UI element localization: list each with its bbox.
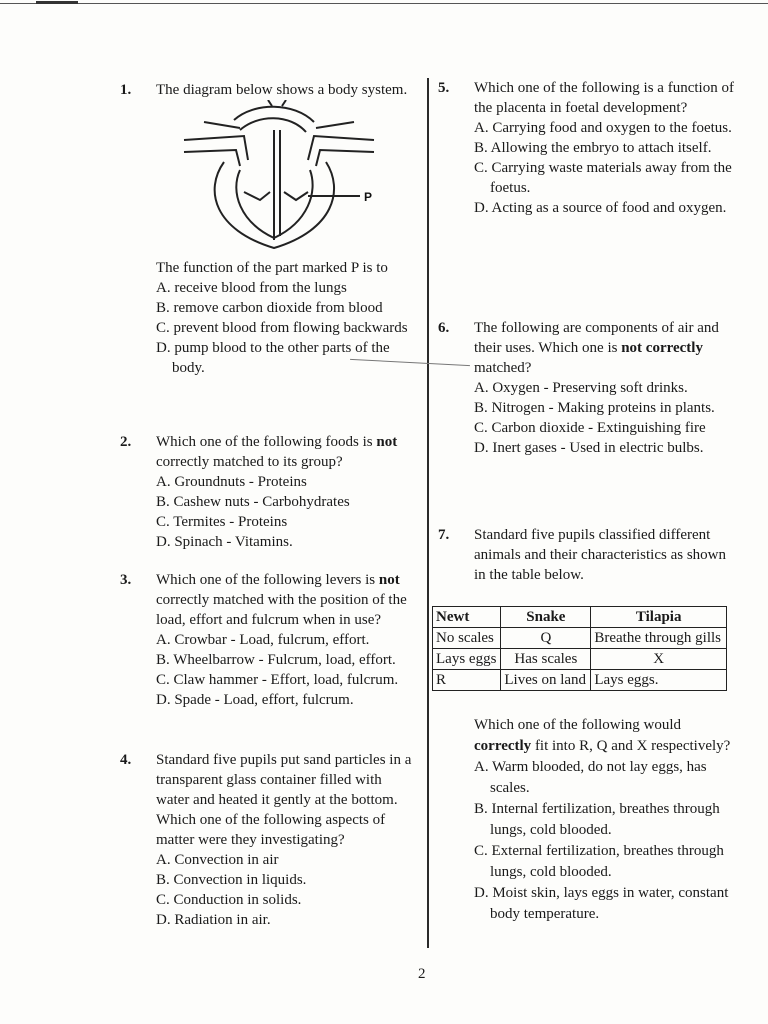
option-c: C. Carbon dioxide - Extinguishing fire	[474, 420, 706, 436]
question-number: 2.	[120, 434, 132, 450]
option-a: A. Oxygen - Preserving soft drinks.	[474, 380, 688, 396]
question-stem: The diagram below shows a body system.	[156, 82, 408, 98]
question-prompt: The function of the part marked P is to	[156, 260, 388, 276]
question-number: 5.	[438, 80, 450, 96]
option-b: B. Internal fertilization, breathes through lungs, cold blooded.	[474, 801, 720, 838]
option-a: A. Groundnuts - Proteins	[156, 474, 307, 490]
option-d: D. Radiation in air.	[156, 912, 271, 928]
option-a: A. Carrying food and oxygen to the foetus.	[474, 120, 732, 136]
question-number: 6.	[438, 320, 450, 336]
option-a: A. receive blood from the lungs	[156, 280, 347, 296]
option-a: A. Convection in air	[156, 852, 279, 868]
question-number: 1.	[120, 82, 132, 98]
question-number: 4.	[120, 752, 132, 768]
question-7	[438, 525, 736, 585]
diagram-label-p: P	[364, 190, 373, 204]
question-number: 7.	[438, 527, 450, 543]
option-d: D. Inert gases - Used in electric bulbs.	[474, 440, 704, 456]
question-4	[120, 750, 418, 930]
option-d: D. Spinach - Vitamins.	[156, 534, 293, 550]
option-b: B. Wheelbarrow - Fulcrum, load, effort.	[156, 652, 396, 668]
option-b: B. Cashew nuts - Carbohydrates	[156, 494, 350, 510]
table-cell: R	[433, 670, 501, 691]
option-d: D. pump blood to the other parts of the body.	[156, 340, 390, 376]
question-number: 3.	[120, 572, 132, 588]
option-d: D. Spade - Load, effort, fulcrum.	[156, 692, 354, 708]
option-b: B. remove carbon dioxide from blood	[156, 300, 383, 316]
page-number: 2	[418, 966, 426, 982]
question-6	[438, 318, 736, 458]
table-row	[433, 628, 727, 649]
heart-diagram	[174, 100, 384, 252]
question-3	[120, 570, 418, 710]
option-b: B. Convection in liquids.	[156, 872, 307, 888]
question-stem: Which one of the following levers is not correctly matched with the position of the load, effort and fulcrum when in use?	[156, 572, 407, 628]
top-rule	[0, 3, 768, 4]
question-7-continued	[474, 715, 736, 925]
question-1	[120, 80, 418, 378]
table-cell: Lays eggs.	[591, 670, 727, 691]
question-stem: Standard five pupils put sand particles in a transparent glass container filled with water and heated it gently at the bottom. Which one of the following aspects of matter were they investigating?	[156, 752, 412, 848]
top-rule-stub	[36, 1, 78, 4]
option-c: C. Termites - Proteins	[156, 514, 288, 530]
option-b: B. Allowing the embryo to attach itself.	[474, 140, 712, 156]
question-prompt: Which one of the following would correctly fit into R, Q and X respectively?	[474, 717, 731, 754]
option-a: A. Crowbar - Load, fulcrum, effort.	[156, 632, 370, 648]
option-b: B. Nitrogen - Making proteins in plants.	[474, 400, 715, 416]
table-row	[433, 649, 727, 670]
table-row	[433, 670, 727, 691]
question-stem: Which one of the following is a function of the placenta in foetal development?	[474, 80, 734, 116]
table-header: Newt	[433, 607, 501, 628]
question-stem: The following are components of air and their uses. Which one is not correctly matched?	[474, 320, 719, 376]
option-c: C. External fertilization, breathes through lungs, cold blooded.	[474, 843, 724, 880]
option-c: C. prevent blood from flowing backwards	[156, 320, 408, 336]
table-cell: Breathe through gills	[591, 628, 727, 649]
question-stem: Which one of the following foods is not correctly matched to its group?	[156, 434, 398, 470]
table-cell: Lives on land	[501, 670, 591, 691]
option-a: A. Warm blooded, do not lay eggs, has scales.	[474, 759, 707, 796]
table-cell: Lays eggs	[433, 649, 501, 670]
option-c: C. Claw hammer - Effort, load, fulcrum.	[156, 672, 399, 688]
table-cell: No scales	[433, 628, 501, 649]
table-header: Snake	[501, 607, 591, 628]
option-d: D. Acting as a source of food and oxygen.	[474, 200, 727, 216]
table-cell: X	[591, 649, 727, 670]
table-header: Tilapia	[591, 607, 727, 628]
option-c: C. Carrying waste materials away from the foetus.	[474, 160, 732, 196]
option-d: D. Moist skin, lays eggs in water, constant body temperature.	[474, 885, 729, 922]
option-c: C. Conduction in solids.	[156, 892, 302, 908]
column-divider	[427, 78, 429, 948]
table-cell: Q	[501, 628, 591, 649]
table-cell: Has scales	[501, 649, 591, 670]
animal-classification-table	[432, 606, 727, 691]
question-5	[438, 78, 736, 218]
question-stem: Standard five pupils classified different animals and their characteristics as shown in the table below.	[474, 527, 726, 583]
table-header-row	[433, 607, 727, 628]
question-2	[120, 432, 418, 552]
